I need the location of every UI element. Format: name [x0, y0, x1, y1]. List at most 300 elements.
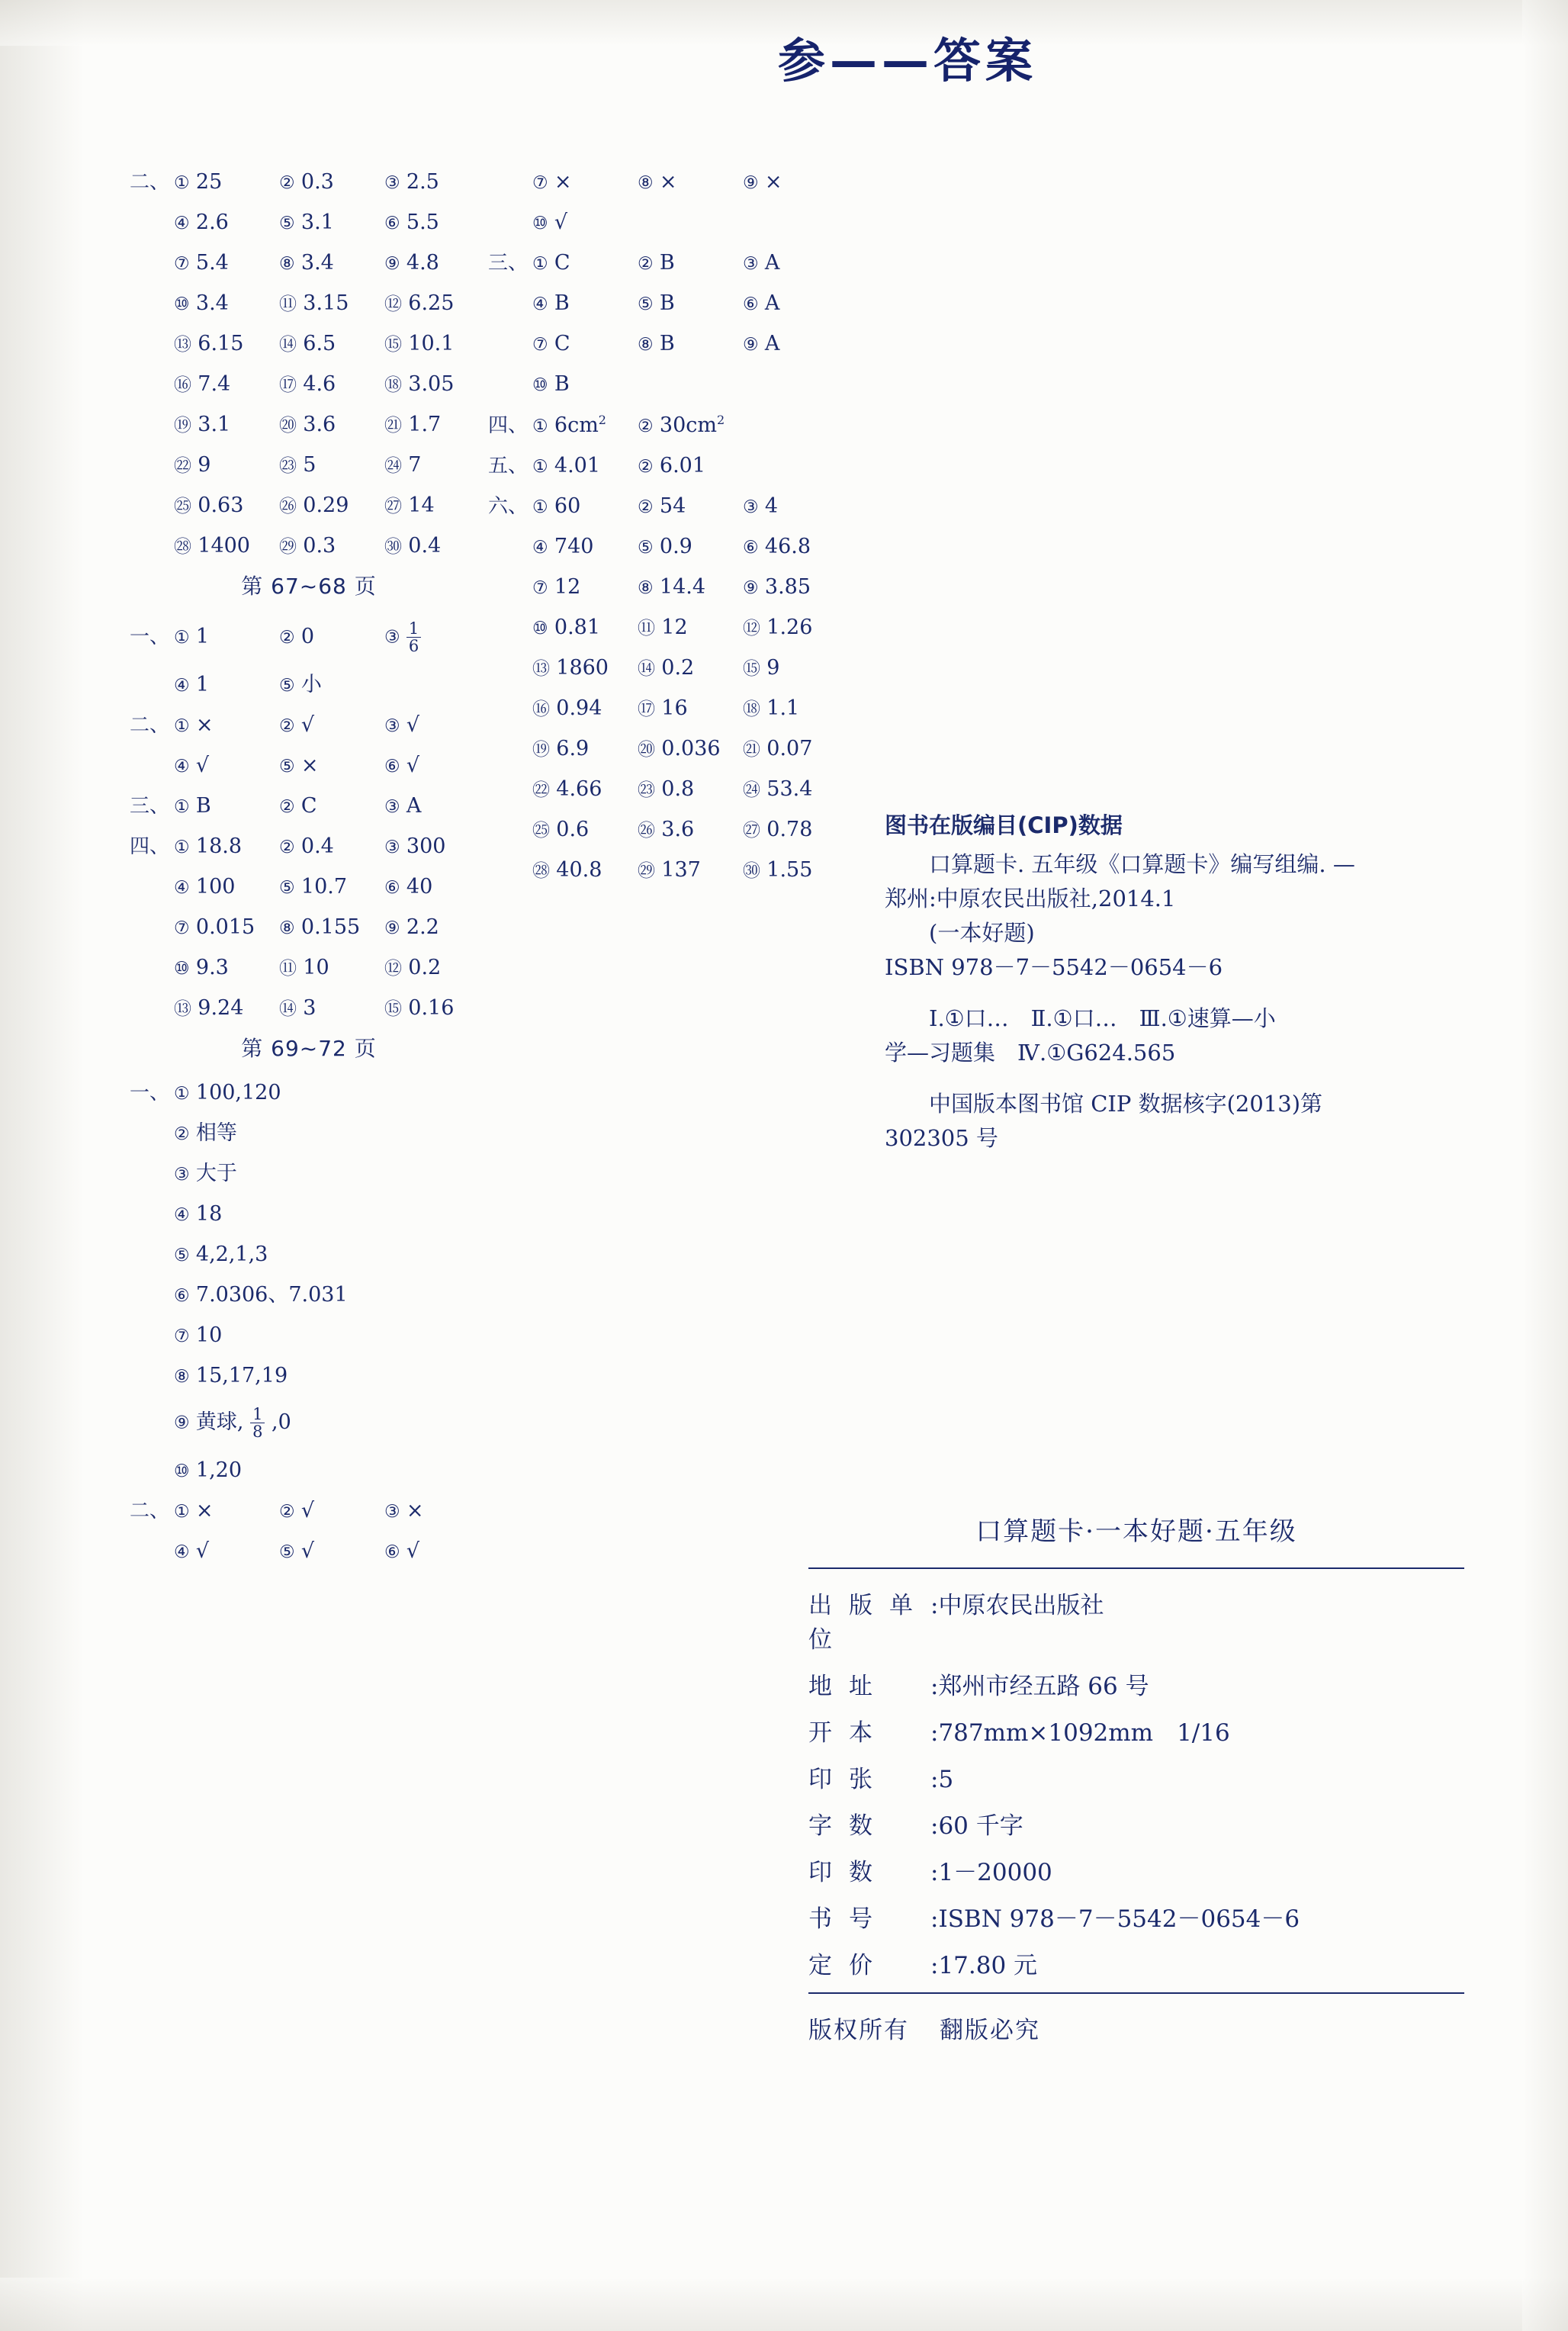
copyright-left: 版权所有: [808, 2017, 909, 2044]
item-number: ㉙: [279, 537, 297, 557]
item-value: √: [300, 713, 315, 738]
answers-column-left: [130, 172, 488, 1581]
answer-row: [130, 876, 488, 897]
item-number: ①: [174, 627, 190, 648]
colophon-key: 书号: [808, 1905, 889, 1933]
item-number: ⑧: [279, 254, 295, 274]
item-number: ㉔: [743, 780, 760, 800]
answer-item: [174, 755, 279, 776]
item-number: ⑧: [638, 335, 654, 355]
item-number: ⑫: [743, 619, 760, 638]
item-number: ⑧: [279, 918, 295, 939]
item-number: ⑭: [279, 335, 297, 355]
item-number: ⑥: [384, 1542, 400, 1563]
item-number: ③: [743, 497, 759, 517]
colophon-key: 字数: [808, 1812, 889, 1840]
answer-item: [638, 860, 743, 880]
item-value: 3.6: [303, 413, 336, 436]
item-value: 1.26: [766, 616, 813, 639]
item-number: ⑥: [743, 538, 759, 558]
item-value: 1.55: [766, 858, 813, 882]
item-value: 54: [659, 494, 686, 518]
item-value: ×: [300, 754, 319, 778]
item-number: ⑦: [174, 1326, 190, 1347]
colophon-title: 口算题卡·一本好题·五年级: [975, 1516, 1297, 1547]
item-number: ㉗: [384, 497, 402, 516]
item-number: ③: [743, 254, 759, 274]
item-number: ④: [174, 878, 190, 899]
answer-item: [174, 1460, 279, 1481]
answer-item: [743, 536, 848, 557]
answer-row: [488, 658, 839, 678]
colophon-value: :1－20000: [930, 1859, 1052, 1886]
colophon-row: [808, 1760, 1464, 1794]
item-value: 0.4: [408, 534, 442, 558]
item-number: ⑥: [384, 214, 400, 233]
item-number: ③: [174, 1165, 190, 1185]
answer-item: [174, 1202, 279, 1227]
item-value: 0.2: [661, 656, 695, 680]
item-number: ⑱: [743, 699, 760, 719]
answer-row: [488, 698, 839, 719]
answer-item: [638, 252, 743, 273]
answer-item: [279, 252, 384, 273]
item-number: ⑯: [174, 375, 191, 395]
item-number: ①: [174, 1502, 190, 1522]
colophon-value: :5: [930, 1766, 954, 1793]
answer-item: [174, 172, 279, 192]
answer-item: [384, 796, 490, 816]
answer-row: [488, 496, 839, 516]
item-number: ⑥: [743, 294, 759, 314]
answer-item: [532, 860, 638, 880]
item-value: 0.036: [661, 737, 721, 760]
item-number: ⑪: [279, 959, 297, 979]
answer-item: [174, 374, 279, 394]
answer-row: [488, 172, 839, 192]
item-number: ①: [532, 497, 548, 517]
item-number: ①: [532, 416, 548, 436]
item-value: 4: [764, 494, 779, 518]
answer-item: [174, 293, 279, 313]
item-value: 0.015: [195, 915, 255, 940]
answer-item: [279, 212, 384, 233]
answer-item: [384, 876, 490, 897]
colophon-row: [808, 1586, 1464, 1654]
item-number: ⑤: [279, 757, 295, 777]
answer-row: [488, 293, 839, 313]
item-value: 0.78: [766, 818, 813, 841]
item-value: 1860: [556, 656, 609, 680]
item-number: ⑦: [174, 918, 190, 939]
item-value: $\frac{1}{6}$: [406, 625, 421, 648]
item-number: ⑰: [279, 375, 297, 395]
item-value: 3.1: [198, 413, 231, 436]
answer-item: [384, 713, 490, 738]
answer-item: [638, 333, 743, 354]
item-value: 相等: [195, 1121, 237, 1146]
answer-item: [279, 957, 384, 978]
item-number: ②: [279, 797, 295, 818]
answer-item: [279, 796, 384, 816]
answer-item: [174, 915, 279, 940]
answer-row: [130, 620, 488, 654]
item-number: ⑫: [384, 959, 402, 979]
answer-item: [638, 779, 743, 799]
paper-edge-bottom: [0, 2278, 1568, 2331]
item-number: ④: [174, 676, 190, 696]
answer-row: [130, 1365, 488, 1386]
item-value: 3.6: [661, 818, 695, 841]
answer-item: [174, 455, 279, 475]
answer-row: [130, 1121, 488, 1146]
answer-item: [279, 626, 384, 647]
item-number: ⑲: [174, 416, 191, 436]
item-value: 3.85: [764, 575, 811, 599]
item-value: 10.7: [300, 875, 348, 899]
answer-row: [130, 836, 488, 857]
item-number: ①: [174, 1084, 190, 1104]
answer-item: [638, 577, 743, 597]
answer-item: [532, 293, 638, 313]
item-number: ②: [638, 497, 654, 517]
item-value: 18.8: [195, 834, 243, 859]
item-number: ③: [384, 173, 400, 193]
answer-item: [638, 293, 743, 313]
item-value: ×: [554, 170, 572, 194]
answer-item: [174, 1325, 279, 1346]
item-value: ×: [659, 170, 677, 194]
item-number: ⑪: [279, 294, 297, 314]
item-value: 7.0306、7.031: [195, 1283, 348, 1307]
colophon-row: [808, 1806, 1464, 1841]
item-value: C: [554, 251, 570, 275]
item-number: ⑤: [279, 878, 295, 899]
answer-item: [279, 876, 384, 897]
answer-item: [743, 252, 848, 273]
item-number: ②: [279, 627, 295, 648]
item-value: 黄球, $\frac{1}{8}$ ,0: [195, 1405, 291, 1442]
colophon-row: [808, 1853, 1464, 1887]
colophon-value: :中原农民出版社: [930, 1592, 1104, 1619]
answer-row: [130, 713, 488, 738]
item-value: 60: [554, 494, 581, 518]
answer-group-label: 一、: [130, 1082, 170, 1105]
answer-row: [130, 1325, 488, 1346]
item-value: 7.4: [198, 372, 231, 396]
answer-item: [174, 1539, 279, 1564]
answer-item: [743, 577, 848, 597]
answer-item: [279, 414, 384, 435]
item-value: ×: [195, 1499, 214, 1523]
item-number: ⑤: [638, 294, 654, 314]
colophon-row: [808, 1946, 1464, 1980]
colophon-key: 印张: [808, 1766, 889, 1793]
answer-item: [532, 333, 638, 354]
item-value: 2.2: [406, 915, 439, 940]
answer-item: [174, 1121, 279, 1146]
item-value: 6.9: [556, 737, 590, 760]
copyright-notice: [808, 2011, 1464, 2045]
answer-group-label: 二、: [130, 1500, 170, 1523]
answer-item: [532, 698, 638, 719]
answer-item: [279, 172, 384, 192]
answer-row: [488, 536, 839, 557]
item-value: 740: [554, 535, 594, 558]
answer-item: [532, 617, 638, 638]
answer-item: [174, 996, 279, 1021]
answer-item: [384, 252, 490, 273]
item-value: 16: [661, 696, 688, 720]
answer-item: [174, 1082, 326, 1103]
answer-row: [130, 252, 488, 273]
item-number: ⑬: [174, 335, 191, 355]
answer-item: [532, 455, 638, 476]
copyright-right: 翻版必究: [940, 2017, 1040, 2044]
answer-group-label: 三、: [130, 795, 170, 818]
answer-row: [130, 1082, 488, 1103]
item-value: A: [406, 794, 422, 818]
item-value: √: [195, 1539, 210, 1564]
answer-group-label: 二、: [130, 714, 170, 738]
answer-item: [532, 658, 638, 678]
cip-line-7: 中国版本图书馆 CIP 数据核字(2013)第: [929, 1090, 1323, 1117]
answer-row: [130, 1284, 488, 1305]
colophon-key: 定价: [808, 1952, 889, 1979]
item-value: 6.5: [303, 332, 336, 355]
item-value: 0.81: [554, 616, 601, 639]
paper-edge-left: [0, 0, 84, 2331]
answer-row: [130, 1244, 488, 1265]
cip-line-1: 口算题卡. 五年级《口算题卡》编写组编. —: [929, 850, 1355, 877]
item-number: ③: [384, 797, 400, 818]
answer-row: [488, 819, 839, 840]
colophon-key: 印数: [808, 1859, 889, 1886]
colophon-value: :17.80 元: [930, 1952, 1038, 1979]
item-number: ⑩: [174, 1461, 190, 1482]
answers-column-middle: [488, 172, 839, 900]
item-value: 小: [300, 673, 322, 697]
item-value: A: [764, 332, 780, 355]
item-value: 1: [195, 624, 210, 648]
answer-row: [130, 414, 488, 435]
item-number: ⑨: [743, 578, 759, 598]
answer-item: [532, 738, 638, 759]
item-value: 6.15: [198, 332, 244, 355]
answer-item: [638, 738, 743, 759]
item-value: 大于: [195, 1162, 237, 1186]
item-value: C: [554, 332, 570, 355]
colophon-value: :60 千字: [930, 1812, 1023, 1840]
section-heading-69: 第 69~72 页: [241, 1036, 377, 1062]
item-number: ⑨: [384, 254, 400, 274]
item-number: ㉚: [743, 861, 760, 881]
answer-row: [130, 1539, 488, 1564]
item-number: ⑨: [384, 918, 400, 939]
item-number: ④: [532, 538, 548, 558]
item-value: 40.8: [556, 858, 602, 882]
item-number: ㉑: [743, 740, 760, 760]
answer-row: [130, 293, 488, 313]
item-value: 10: [195, 1323, 223, 1348]
item-number: ㉘: [174, 537, 191, 557]
item-value: 5.4: [195, 251, 229, 275]
item-number: ②: [279, 838, 295, 858]
item-value: 9.24: [198, 996, 244, 1021]
answer-item: [743, 738, 848, 759]
answer-item: [532, 819, 638, 840]
item-number: ㉕: [532, 821, 550, 841]
item-value: 9: [766, 656, 780, 680]
answer-item: [638, 172, 743, 192]
colophon-block: [808, 1510, 1464, 2045]
item-number: ⑦: [532, 173, 548, 193]
item-value: 7: [408, 453, 422, 477]
item-number: ⑭: [638, 659, 655, 679]
answer-item: [384, 333, 490, 354]
item-value: √: [406, 713, 420, 738]
cip-line-2: 郑州:中原农民出版社,2014.1: [885, 885, 1176, 912]
item-number: ①: [174, 797, 190, 818]
colophon-row: [808, 1899, 1464, 1934]
answer-item: [532, 577, 638, 597]
answer-item: [279, 1539, 384, 1564]
item-number: ⑮: [743, 659, 760, 679]
answer-group-label: 二、: [130, 171, 170, 194]
answer-item: [638, 658, 743, 678]
item-value: 25: [195, 170, 223, 194]
item-value: 14.4: [659, 575, 706, 599]
item-value: 0.16: [408, 996, 455, 1021]
item-value: 0.3: [300, 170, 334, 194]
item-value: √: [195, 754, 210, 778]
item-number: ⑤: [279, 214, 295, 233]
item-value: B: [659, 251, 675, 275]
answer-row: [130, 915, 488, 940]
cip-line-5: Ⅰ.①口… Ⅱ.①口… Ⅲ.①速算—小: [929, 1005, 1276, 1031]
cip-line-3: (一本好题): [929, 919, 1035, 946]
item-number: ⑮: [384, 999, 402, 1020]
answer-row: [130, 674, 488, 695]
item-number: ⑤: [279, 1542, 295, 1563]
answer-item: [384, 755, 490, 776]
answer-row: [130, 957, 488, 978]
item-value: 10.1: [408, 332, 455, 355]
cip-heading: 图书在版编目(CIP)数据: [885, 812, 1123, 838]
item-value: 4.66: [556, 777, 602, 801]
item-value: √: [300, 1539, 315, 1564]
item-value: 12: [554, 575, 581, 599]
answer-item: [279, 915, 384, 940]
section-heading-67: 第 67~68 页: [241, 574, 377, 599]
item-value: 4.6: [303, 372, 336, 396]
item-value: 6.01: [659, 454, 706, 477]
answer-item: [279, 535, 384, 556]
item-number: ⑨: [174, 1413, 190, 1433]
answer-row: [488, 374, 839, 394]
answer-item: [174, 836, 279, 857]
item-number: ③: [384, 627, 400, 648]
item-value: 0.07: [766, 737, 813, 760]
colophon-divider-top: [808, 1567, 1464, 1569]
item-value: 53.4: [766, 777, 813, 801]
item-number: ⑥: [384, 878, 400, 899]
item-number: ②: [638, 254, 654, 274]
item-number: ②: [279, 716, 295, 737]
item-value: 0: [300, 624, 315, 648]
item-number: ①: [532, 254, 548, 274]
item-number: ㉓: [279, 456, 297, 476]
item-value: B: [195, 794, 211, 818]
item-value: 18: [195, 1202, 223, 1227]
item-value: 0.9: [659, 535, 692, 558]
item-number: ②: [279, 173, 295, 193]
item-number: ⑪: [638, 619, 655, 638]
item-number: ㉚: [384, 537, 402, 557]
colophon-value: :ISBN 978－7－5542－0654－6: [930, 1905, 1300, 1933]
item-number: ⑯: [532, 699, 550, 719]
answer-item: [384, 957, 490, 978]
item-value: 1,20: [195, 1458, 243, 1483]
answer-item: [638, 496, 743, 516]
item-number: ①: [174, 716, 190, 737]
item-number: ⑩: [532, 375, 548, 395]
item-value: B: [659, 291, 675, 315]
answer-item: [638, 698, 743, 719]
item-value: 1400: [198, 534, 250, 558]
item-value: 14: [408, 494, 435, 517]
item-value: √: [300, 1499, 315, 1523]
item-value: 5: [303, 453, 316, 477]
answer-item: [743, 819, 848, 840]
item-number: ㉒: [174, 456, 191, 476]
answer-group-label: 四、: [130, 835, 170, 859]
answer-row: [130, 796, 488, 816]
answer-item: [279, 836, 384, 857]
item-value: 3: [303, 996, 316, 1021]
answer-row: [130, 495, 488, 516]
item-number: ⑫: [384, 294, 402, 314]
item-value: √: [406, 754, 420, 778]
answer-item: [174, 1406, 326, 1440]
colophon-divider-bottom: [808, 1992, 1464, 1994]
answer-row: [488, 738, 839, 759]
item-value: 4.8: [406, 251, 439, 275]
item-number: ⑤: [638, 538, 654, 558]
item-number: ㉘: [532, 861, 550, 881]
item-value: 100: [195, 875, 236, 899]
answer-item: [174, 796, 279, 816]
item-number: ㉔: [384, 456, 402, 476]
answer-item: [743, 658, 848, 678]
item-value: 6.25: [408, 291, 455, 315]
item-number: ⑬: [174, 999, 191, 1020]
item-value: 0.94: [556, 696, 602, 720]
answer-item: [638, 414, 743, 436]
answer-item: [174, 1284, 348, 1305]
item-number: ⑲: [532, 740, 550, 760]
item-number: ⑰: [638, 699, 655, 719]
answer-row: [130, 1500, 488, 1521]
answer-row: [488, 455, 839, 476]
item-value: 2.5: [406, 170, 439, 194]
answer-item: [279, 674, 384, 695]
item-number: ⑳: [638, 740, 655, 760]
item-value: B: [659, 332, 675, 355]
item-number: ②: [638, 416, 654, 436]
item-number: ④: [174, 757, 190, 777]
item-value: 3.05: [408, 372, 455, 396]
